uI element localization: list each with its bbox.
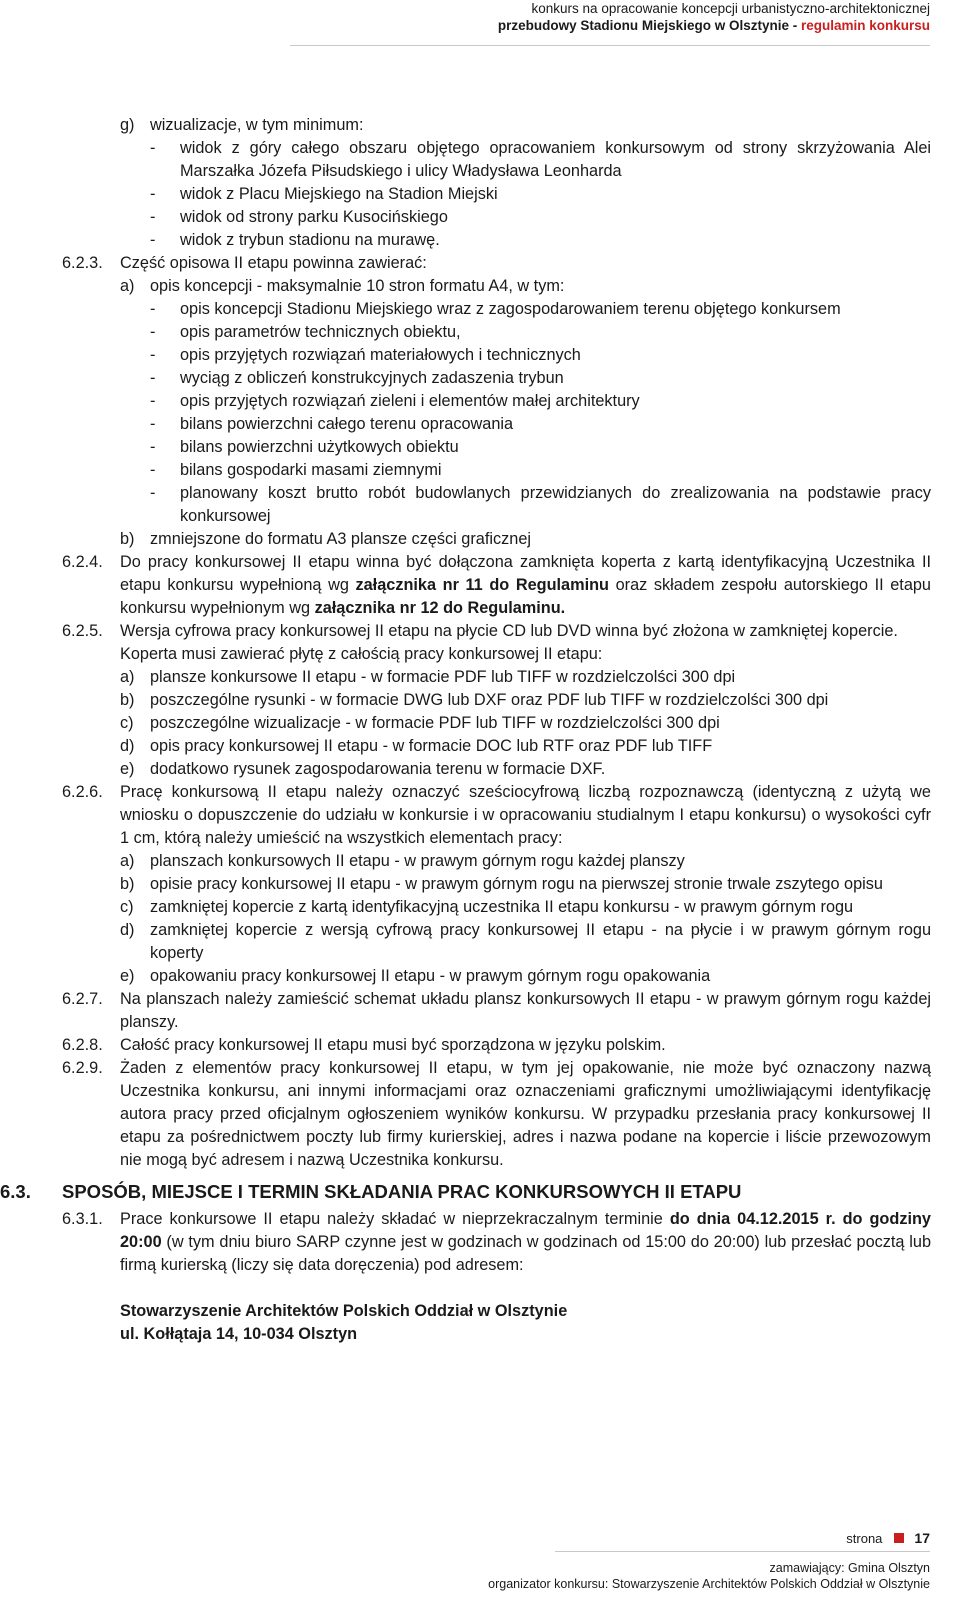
item-a	[0, 275, 960, 298]
header-rule	[290, 45, 930, 46]
dash-marker: -	[150, 346, 156, 364]
clause-number: 6.3.1.	[62, 1210, 103, 1228]
item-text: zamkniętej kopercie z kartą identyfikacyjną uczestnika II etapu konkursu - w prawym górnym rogu	[150, 898, 854, 916]
dash-item	[0, 137, 960, 183]
running-header	[330, 0, 930, 34]
list-item	[0, 689, 960, 712]
dash-marker: -	[150, 461, 156, 479]
clause-6-2-5	[0, 620, 960, 643]
clause-text-part: Prace konkursowe II etapu należy składać w nieprzekraczalnym terminie	[120, 1210, 670, 1228]
item-label: a)	[120, 852, 135, 870]
section-title: SPOSÓB, MIEJSCE I TERMIN SKŁADANIA PRAC KONKURSOWYCH II ETAPU	[62, 1181, 742, 1202]
dash-text: opis koncepcji Stadionu Miejskiego wraz z zagospodarowaniem terenu objętego konkursem	[180, 300, 841, 318]
item-text: poszczególne rysunki - w formacie DWG lub DXF oraz PDF lub TIFF w rozdzielczolści 300 dpi	[150, 691, 829, 709]
item-text: zamkniętej kopercie z wersją cyfrową pracy konkursowej II etapu - na płycie i w prawym górnym rogu koperty	[150, 921, 931, 962]
item-label: g)	[120, 116, 135, 134]
deadline: do dnia 04.12.2015 r. do godziny 20:00	[120, 1210, 931, 1251]
clause-text: Koperta musi zawierać płytę z całością pracy konkursowej II etapu:	[120, 645, 603, 663]
header-separator: -	[788, 18, 801, 33]
clause-6-2-8	[0, 1034, 960, 1057]
clause-text-part: (w tym dniu biuro SARP czynne jest w godzinach w godzinach od 15:00 do 20:00) lub przesłać pocztą lub firmą kurierską (liczy się data doręczenia) pod adresem:	[120, 1233, 931, 1274]
item-text: dodatkowo rysunek zagospodarowania terenu w formacie DXF.	[150, 760, 606, 778]
clause-text: Całość pracy konkursowej II etapu musi być sporządzona w języku polskim.	[120, 1036, 666, 1054]
address-street: ul. Kołłątaja 14, 10-034 Olsztyn	[120, 1325, 358, 1343]
item-label: b)	[120, 691, 135, 709]
item-text: poszczególne wizualizacje - w formacie PDF lub TIFF w rozdzielczolści 300 dpi	[150, 714, 720, 732]
dash-text: bilans powierzchni użytkowych obiektu	[180, 438, 459, 456]
clause-text: Wersja cyfrowa pracy konkursowej II etapu na płycie CD lub DVD winna być złożona w zamkniętej kopercie.	[120, 622, 898, 640]
dash-item	[0, 229, 960, 252]
list-item	[0, 758, 960, 781]
address-line-2	[0, 1323, 960, 1346]
clause-number: 6.2.5.	[62, 622, 103, 640]
clause-number: 6.2.4.	[62, 553, 103, 571]
dash-marker: -	[150, 484, 156, 502]
dash-marker: -	[150, 415, 156, 433]
dash-marker: -	[150, 185, 156, 203]
attachment-12-ref: załącznika nr 12 do Regulaminu.	[314, 599, 566, 617]
footer-rule	[555, 1551, 930, 1552]
list-item	[0, 712, 960, 735]
clause-number: 6.2.6.	[62, 783, 103, 801]
header-subtitle: regulamin konkursu	[800, 18, 930, 33]
dash-marker: -	[150, 438, 156, 456]
dash-item	[0, 183, 960, 206]
clause-6-2-4	[0, 551, 960, 620]
dash-item	[0, 459, 960, 482]
page-number	[846, 1530, 930, 1546]
attachment-11-ref: załącznika nr 11 do Regulaminu	[355, 576, 609, 594]
item-text: opisie pracy konkursowej II etapu - w prawym górnym rogu na pierwszej stronie trwale zszytego opisu	[150, 875, 883, 893]
section-number: 6.3.	[0, 1181, 31, 1202]
dash-marker: -	[150, 139, 156, 157]
dash-marker: -	[150, 369, 156, 387]
item-b	[0, 528, 960, 551]
clause-6-2-7	[0, 988, 960, 1034]
page-label: strona	[846, 1530, 883, 1546]
clause-number: 6.2.7.	[62, 990, 103, 1008]
item-text: opis pracy konkursowej II etapu - w formacie DOC lub RTF oraz PDF lub TIFF	[150, 737, 713, 755]
square-marker-icon	[894, 1533, 904, 1543]
list-item	[0, 850, 960, 873]
clause-text: Część opisowa II etapu powinna zawierać:	[120, 254, 427, 272]
item-text: wizualizacje, w tym minimum:	[150, 116, 364, 134]
item-label: e)	[120, 760, 135, 778]
dash-marker: -	[150, 392, 156, 410]
clause-6-2-6	[0, 781, 960, 850]
dash-text: bilans gospodarki masami ziemnymi	[180, 461, 442, 479]
item-text: zmniejszone do formatu A3 plansze części graficznej	[150, 530, 531, 548]
footer	[488, 1560, 930, 1592]
item-label: c)	[120, 898, 134, 916]
dash-text: planowany koszt brutto robót budowlanych przewidzianych do zrealizowania na podstawie pracy konkursowej	[180, 484, 931, 525]
section-heading-6-3	[0, 1179, 960, 1205]
dash-item	[0, 413, 960, 436]
dash-text: widok z Placu Miejskiego na Stadion Miejski	[180, 185, 498, 203]
list-item	[0, 896, 960, 919]
footer-organizer: organizator konkursu: Stowarzyszenie Architektów Polskich Oddział w Olsztynie	[488, 1577, 930, 1591]
clause-text-part: oraz składem zespołu autorskiego II etapu konkursu wypełnionym wg	[120, 576, 931, 617]
list-item	[0, 965, 960, 988]
item-label: e)	[120, 967, 135, 985]
item-label: b)	[120, 875, 135, 893]
clause-text: Żaden z elementów pracy konkursowej II etapu, w tym jej opakowanie, nie może być oznaczony nazwą Uczestnika konkursu, ani innymi informacjami oraz oznaczeniami graficznymi umożliwiającymi identyfikację autora pracy przed oficjalnym ogłoszeniem wyników konkursu. W przypadku przesłania pracy konkursowej II etapu za pośrednictwem poczty lub firmy kurierskiej, adres i nazwa podane na kopercie i liście przewozowym nie mogą być adresem i nazwą Uczestnika konkursu.	[120, 1059, 931, 1169]
dash-marker: -	[150, 300, 156, 318]
dash-item	[0, 298, 960, 321]
item-label: d)	[120, 737, 135, 755]
page-num: 17	[914, 1530, 930, 1546]
dash-item	[0, 206, 960, 229]
dash-item	[0, 390, 960, 413]
clause-number: 6.2.9.	[62, 1059, 103, 1077]
dash-marker: -	[150, 208, 156, 226]
clause-text: Pracę konkursową II etapu należy oznaczyć sześciocyfrową liczbą rozpoznawczą (identyczną z użytą we wniosku o dopuszczenie do udziału w konkursie i w opracowaniu studialnym I etapu konkursu) o wysokości cyfr 1 cm, którą należy umieścić na wszystkich elementach pracy:	[120, 783, 931, 847]
clause-text-part: Do pracy konkursowej II etapu winna być dołączona zamknięta koperta z kartą identyfikacyjną Uczestnika II etapu konkursu wypełnioną wg	[120, 553, 931, 594]
dash-item	[0, 344, 960, 367]
footer-client: zamawiający: Gmina Olsztyn	[769, 1561, 930, 1575]
clause-6-2-9	[0, 1057, 960, 1172]
item-text: opakowaniu pracy konkursowej II etapu - w prawym górnym rogu opakowania	[150, 967, 711, 985]
dash-text: opis przyjętych rozwiązań materiałowych i technicznych	[180, 346, 581, 364]
dash-marker: -	[150, 231, 156, 249]
clause-text: Na planszach należy zamieścić schemat układu plansz konkursowych II etapu - w prawym górnym rogu każdej planszy.	[120, 990, 931, 1031]
item-text: planszach konkursowych II etapu - w prawym górnym rogu każdej planszy	[150, 852, 685, 870]
dash-text: wyciąg z obliczeń konstrukcyjnych zadaszenia trybun	[180, 369, 564, 387]
clause-number: 6.2.3.	[62, 254, 103, 272]
address-line-1	[0, 1300, 960, 1323]
item-g	[0, 114, 960, 137]
list-item	[0, 873, 960, 896]
item-label: a)	[120, 277, 135, 295]
clause-text-continued	[0, 643, 960, 666]
dash-item	[0, 436, 960, 459]
clause-6-3-1	[0, 1208, 960, 1277]
dash-text: bilans powierzchni całego terenu opracowania	[180, 415, 514, 433]
dash-marker: -	[150, 323, 156, 341]
list-item	[0, 919, 960, 965]
item-label: d)	[120, 921, 135, 939]
clause-text	[120, 1208, 931, 1277]
clause-text	[120, 551, 931, 620]
dash-item	[0, 367, 960, 390]
list-item	[0, 666, 960, 689]
dash-item	[0, 482, 960, 528]
dash-text: widok z góry całego obszaru objętego opracowaniem konkursowym od strony skrzyżowania Alei Marszałka Józefa Piłsudskiego i ulicy Władysława Leonharda	[180, 139, 931, 180]
dash-text: widok od strony parku Kusocińskiego	[180, 208, 448, 226]
address-organization: Stowarzyszenie Architektów Polskich Oddział w Olsztynie	[120, 1302, 568, 1320]
item-text: opis koncepcji - maksymalnie 10 stron formatu A4, w tym:	[150, 277, 565, 295]
item-label: c)	[120, 714, 134, 732]
dash-text: opis parametrów technicznych obiektu,	[180, 323, 461, 341]
spacer	[0, 1277, 960, 1300]
document-body	[0, 114, 960, 1346]
clause-6-2-3	[0, 252, 960, 275]
dash-text: widok z trybun stadionu na murawę.	[180, 231, 440, 249]
item-label: a)	[120, 668, 135, 686]
dash-text: opis przyjętych rozwiązań zieleni i elementów małej architektury	[180, 392, 640, 410]
list-item	[0, 735, 960, 758]
item-label: b)	[120, 530, 135, 548]
item-text: plansze konkursowe II etapu - w formacie PDF lub TIFF w rozdzielczolści 300 dpi	[150, 668, 736, 686]
dash-item	[0, 321, 960, 344]
header-title: przebudowy Stadionu Miejskiego w Olsztynie	[497, 18, 789, 33]
header-line-2	[330, 17, 930, 34]
clause-number: 6.2.8.	[62, 1036, 103, 1054]
header-line-1: konkurs na opracowanie koncepcji urbanistyczno-architektonicznej	[531, 1, 930, 16]
